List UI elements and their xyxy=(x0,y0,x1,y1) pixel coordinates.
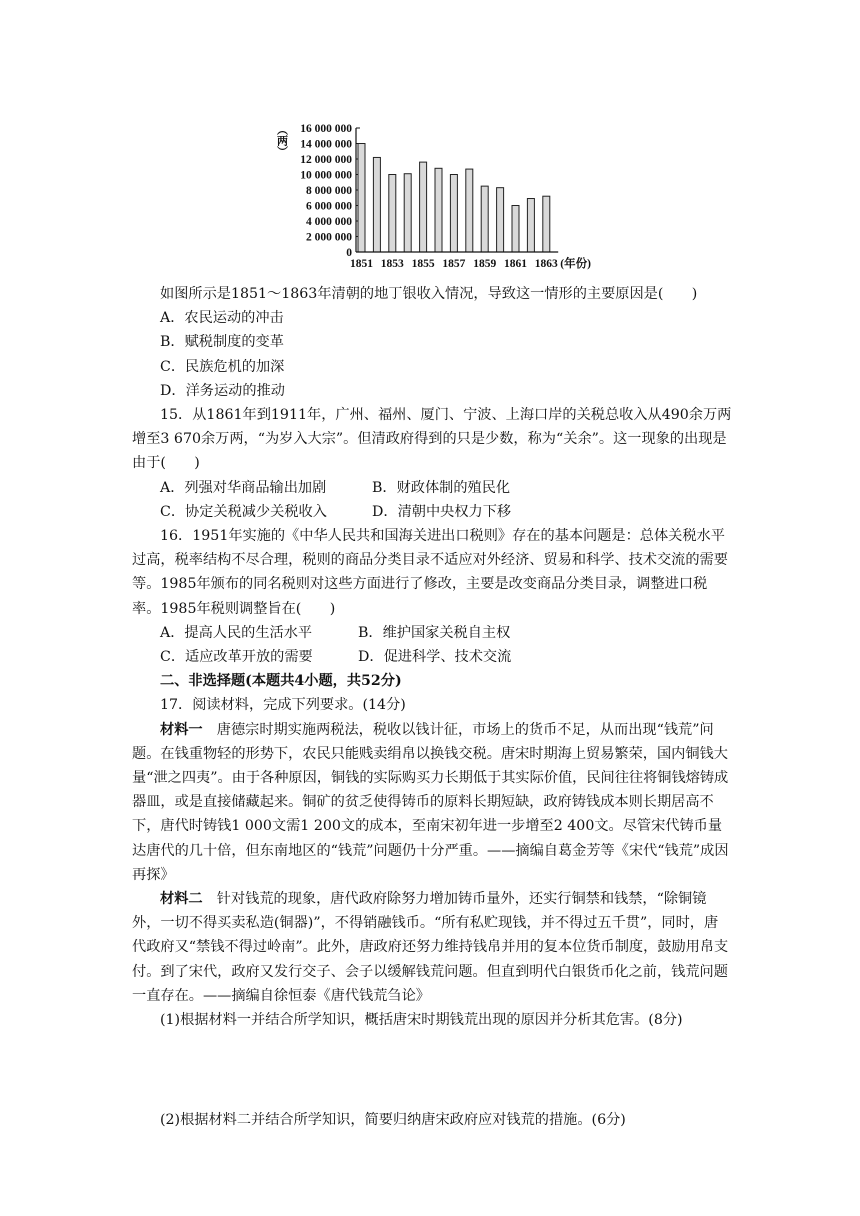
x-tick-label: 1851 xyxy=(350,258,373,270)
q15-option-a: A．列强对华商品输出加剧 xyxy=(160,479,327,496)
q16-stem: 16．1951年实施的《中华人民共和国海关进出口税则》存在的基本问题是：总体关税水平过高，税率结构不尽合理，税则的商品分类目录不适应对外经济、贸易和科学、技术交流的需要等。1985年颁布的同名税则对这些方面进行了修改，主要是改变商品分类目录，调整进口税率。1985年税则调整旨在( ) xyxy=(132,528,728,617)
q17-stem: 17．阅读材料，完成下列要求。(14分) xyxy=(160,697,406,714)
y-axis-unit-label: （两） xyxy=(275,124,289,157)
bar xyxy=(512,206,519,253)
material-1-text: 唐德宗时期实施两税法，税收以钱计征，市场上的货币不足，从而出现“钱荒”问题。在钱重物轻的形势下，农民只能贱卖绢帛以换钱交税。唐宋时期海上贸易繁荣，国内铜钱大量“泄之四夷”。由于各种原因，铜钱的实际购买力长期低于其实际价值，民间往往将铜钱熔铸成器皿，或是直接储藏起来。铜矿的贫乏使得铸币的原料长期短缺，政府铸钱成本则长期居高不下，唐代时铸钱1 000文需1 200文的成本，至南宋初年进一步增至2 400文。尽管宋代铸币量达唐代的几十倍，但东南地区的“钱荒”问题仍十分严重。——摘编自葛金芳等《宋代“钱荒”成因再探》 xyxy=(132,721,729,883)
q16-option-a: A．提高人民的生活水平 xyxy=(160,624,313,641)
y-tick-label: 14 000 000 xyxy=(300,138,352,151)
q14-stem: 如图所示是1851～1863年清朝的地丁银收入情况，导致这一情形的主要原因是( ) xyxy=(160,286,698,302)
y-tick-label: 2 000 000 xyxy=(306,231,352,244)
q16-options-row-2 xyxy=(132,645,732,669)
bar xyxy=(420,162,427,252)
q14-option-d: D．洋务运动的推动 xyxy=(160,382,285,399)
y-tick-label: 8 000 000 xyxy=(306,185,352,197)
q14-option-c: C．民族危机的加深 xyxy=(160,358,285,375)
q16-option-d: D．促进科学、技术交流 xyxy=(358,649,512,666)
bar xyxy=(358,144,365,253)
q16-option-c: C．适应改革开放的需要 xyxy=(160,649,313,666)
material-2-text: 针对钱荒的现象，唐代政府除努力增加铸币量外，还实行铜禁和钱禁，“除铜镜外，一切不得买卖私造(铜器)”，不得销融钱币。“所有私贮现钱，并不得过五千贯”，同时，唐代政府又“禁钱不得过岭南”。此外，唐政府还努力维持钱帛并用的复本位货币制度，鼓励用帛支付。到了宋代，政府又发行交子、会子以缓解钱荒问题。但直到明代白银货币化之前，钱荒问题一直存在。——摘编自徐恒泰《唐代钱荒刍论》 xyxy=(132,891,729,1004)
x-axis-label: (年份) xyxy=(560,258,591,270)
x-tick-label: 1861 xyxy=(504,258,527,270)
bar xyxy=(527,199,534,252)
answer-space xyxy=(132,1032,732,1108)
bar xyxy=(481,186,488,252)
q15-options-row-2 xyxy=(132,500,732,524)
bar xyxy=(435,168,442,252)
y-tick-label: 0 xyxy=(346,247,352,259)
x-tick-label: 1853 xyxy=(380,258,404,270)
y-tick-label: 12 000 000 xyxy=(300,154,352,166)
land-tax-bar-chart xyxy=(268,112,628,277)
q16-option-b: B．维护国家关税自主权 xyxy=(358,624,511,641)
y-tick-label: 6 000 000 xyxy=(306,200,352,213)
q15-options-row-1 xyxy=(132,476,732,500)
bar xyxy=(404,174,411,252)
question-content xyxy=(132,282,732,1133)
section-2-heading: 二、非选择题(本题共4小题，共52分) xyxy=(160,673,402,690)
material-1-label: 材料一 xyxy=(160,721,203,738)
chart-svg xyxy=(268,112,628,277)
q17-material-1 xyxy=(132,718,732,887)
q15-stem: 15．从1861年到1911年，广州、福州、厦门、宁波、上海口岸的关税总收入从490余万两增至3 670余万两，“为岁入大宗”。但清政府得到的只是少数，称为“关余”。这一现象的出现是由于( ) xyxy=(132,407,732,472)
x-tick-label: 1857 xyxy=(442,258,466,270)
q14-option-b: B．赋税制度的变革 xyxy=(160,334,284,351)
bar xyxy=(466,169,473,252)
bar xyxy=(543,196,550,252)
q17-material-2 xyxy=(132,887,732,1008)
bar xyxy=(389,175,396,253)
q16-options-row-1 xyxy=(132,621,732,645)
y-tick-label: 16 000 000 xyxy=(300,123,352,135)
q15-option-d: D．清朝中央权力下移 xyxy=(372,503,512,520)
bar xyxy=(373,157,380,252)
y-tick-label: 10 000 000 xyxy=(300,169,352,182)
x-tick-label: 1855 xyxy=(411,258,435,270)
y-tick-label: 4 000 000 xyxy=(306,216,352,228)
q17-subquestion-2: (2)根据材料二并结合所学知识，简要归纳唐宋政府应对钱荒的措施。(6分) xyxy=(160,1112,626,1129)
material-2-label: 材料二 xyxy=(160,891,203,908)
q14-option-a: A．农民运动的冲击 xyxy=(160,310,284,327)
q15-option-b: B．财政体制的殖民化 xyxy=(372,479,511,496)
x-tick-label: 1863 xyxy=(534,258,558,270)
bar xyxy=(497,188,504,252)
q15-option-c: C．协定关税减少关税收入 xyxy=(160,503,327,520)
x-tick-label: 1859 xyxy=(473,258,497,270)
bar xyxy=(450,175,457,253)
q17-subquestion-1: (1)根据材料一并结合所学知识，概括唐宋时期钱荒出现的原因并分析其危害。(8分) xyxy=(160,1012,683,1029)
